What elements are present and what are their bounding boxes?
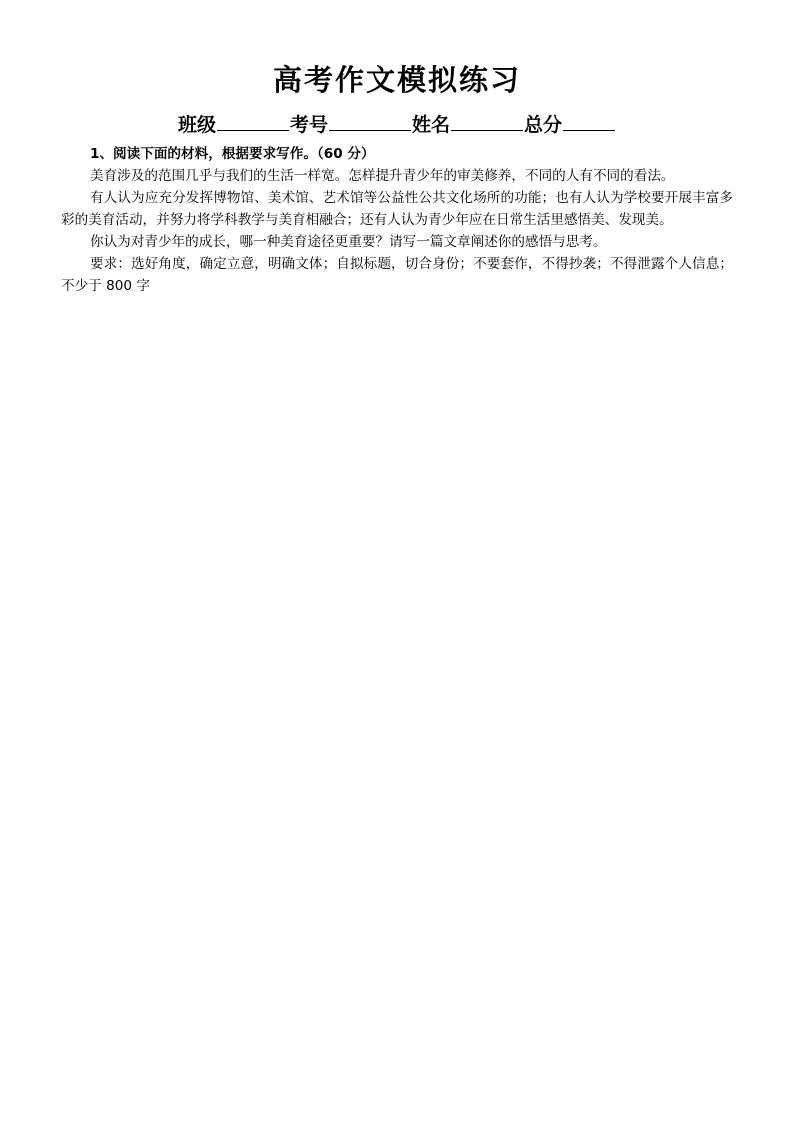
material-paragraph: 美育涉及的范围几乎与我们的生活一样宽。怎样提升青少年的审美修养，不同的人有不同的看法。: [90, 168, 675, 184]
class-label: 班级: [177, 114, 216, 136]
requirements-paragraph: 要求：选好角度，确定立意，明确文体；自拟标题，切合身份；不要套作，不得抄袭；不得泄露个人信息；不少于 800 字: [61, 256, 733, 294]
question-prompt: 1、阅读下面的材料，根据要求写作。（60 分）: [90, 146, 375, 162]
name-label: 姓名: [412, 114, 451, 136]
exam-no-blank: [329, 110, 411, 131]
class-blank: [217, 110, 289, 131]
page-title: 高考作文模拟练习: [272, 63, 521, 97]
student-info-line: [0, 110, 794, 139]
score-blank: [563, 110, 615, 131]
name-blank: [451, 110, 523, 131]
question-section: [61, 143, 733, 297]
score-label: 总分: [524, 114, 563, 136]
task-paragraph: 你认为对青少年的成长，哪一种美育途径更重要？请写一篇文章阐述你的感悟与思考。: [90, 234, 607, 250]
material-paragraph: 有人认为应充分发挥博物馆、美术馆、艺术馆等公益性公共文化场所的功能；也有人认为学校要开展丰富多彩的美育活动，并努力将学科教学与美育相融合；还有人认为青少年应在日常生活里感悟美、发现美。: [61, 190, 733, 228]
exam-no-label: 考号: [289, 114, 328, 136]
